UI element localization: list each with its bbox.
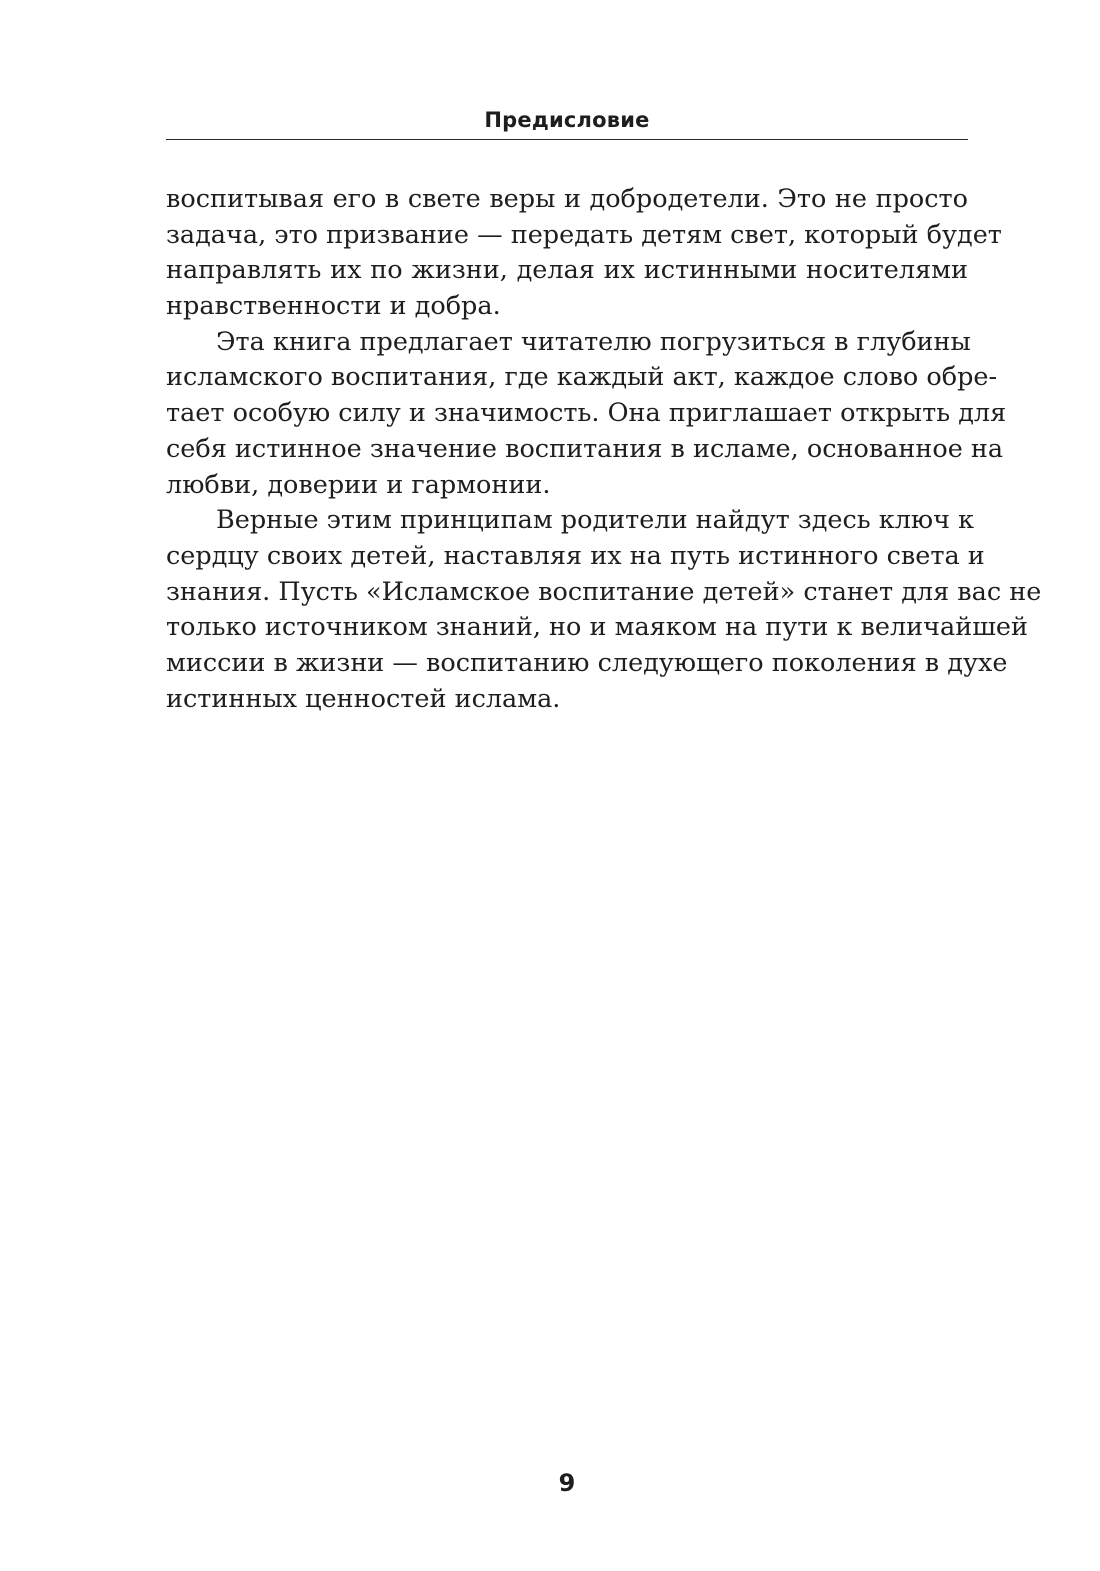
text-line: миссии в жизни — воспитанию следующего поколения в духе (166, 647, 1008, 678)
text-line: любви, доверии и гармонии. (166, 469, 551, 500)
text-line: Верные этим принципам родители найдут здесь ключ к (216, 505, 975, 536)
body-text (166, 182, 1042, 717)
paragraph (166, 325, 1007, 503)
text-line: истинных ценностей ислама. (166, 683, 561, 714)
text-line: задача, это призвание — передать детям свет, который будет (166, 219, 1002, 250)
text-line: исламского воспитания, где каждый акт, каждое слово обре- (166, 362, 998, 393)
text-line: сердцу своих детей, наставляя их на путь истинного света и (166, 540, 985, 571)
text-line: только источником знаний, но и маяком на пути к величайшей (166, 612, 1029, 643)
text-line: направлять их по жизни, делая их истинными носителями (166, 255, 968, 286)
paragraph (166, 503, 1042, 717)
page-number: 9 (558, 1469, 576, 1497)
header-rule (166, 139, 968, 140)
running-head: Предисловие (484, 108, 650, 132)
text-line: знания. Пусть «Исламское воспитание детей» станет для вас не (166, 576, 1042, 607)
text-line: нравственности и добра. (166, 291, 501, 322)
text-line: воспитывая его в свете веры и добродетели. Это не просто (166, 184, 968, 214)
paragraph (166, 182, 1002, 325)
text-line: Эта книга предлагает читателю погрузиться в глубины (216, 326, 971, 357)
text-line: себя истинное значение воспитания в исламе, основанное на (166, 433, 1004, 464)
text-line: тает особую силу и значимость. Она приглашает открыть для (166, 398, 1007, 429)
